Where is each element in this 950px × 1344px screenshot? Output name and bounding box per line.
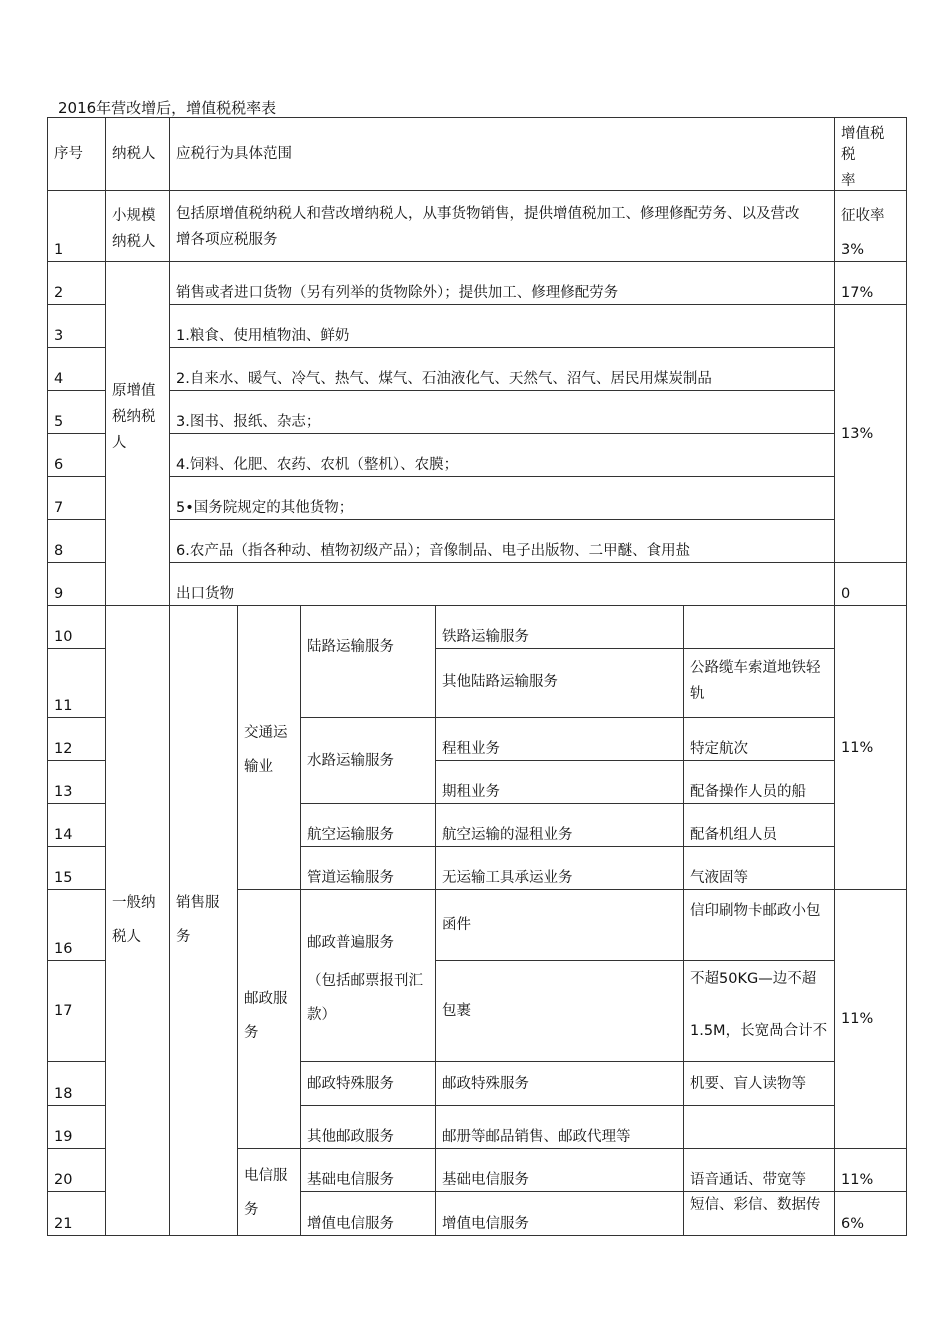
postal-category xyxy=(237,889,301,1149)
cell-text: 配备机组人员 xyxy=(690,827,777,843)
seq-cell-2 xyxy=(47,261,106,305)
page-title: 2016年营改增后，增值税税率表 xyxy=(58,99,277,117)
telecom-basic-note xyxy=(683,1148,835,1192)
payer-original xyxy=(105,261,170,606)
letter-note xyxy=(683,889,835,961)
seq-label: 1 xyxy=(54,242,64,258)
other-land-note xyxy=(683,648,835,718)
header-seq xyxy=(47,117,106,191)
cell-text: 函件 xyxy=(442,917,471,933)
seq-cell-1 xyxy=(47,190,106,262)
cell-text: （包括邮票报刊汇款） xyxy=(307,973,423,1023)
cell-text: 气液固等 xyxy=(690,870,748,886)
cell-text: 配备操作人员的船 xyxy=(690,784,806,800)
cell-text: 程租业务 xyxy=(442,741,500,757)
seq-label: 12 xyxy=(54,741,73,757)
seq-cell-10 xyxy=(47,605,106,649)
postal-other-note xyxy=(683,1105,835,1149)
seq-cell-20 xyxy=(47,1148,106,1192)
pipe-transport xyxy=(300,846,436,890)
seq-cell-7 xyxy=(47,476,106,520)
goods-row-3 xyxy=(169,304,835,348)
seq-cell-11 xyxy=(47,648,106,718)
cell-text: 增值电信服务 xyxy=(442,1216,529,1232)
seq-cell-13 xyxy=(47,760,106,804)
goods-row-6 xyxy=(169,433,835,477)
time-charter xyxy=(435,760,684,804)
transport-label: 交通运输业 xyxy=(244,725,288,775)
rate-transport xyxy=(834,605,907,890)
seq-cell-17 xyxy=(47,960,106,1062)
small-rate-value: 3% xyxy=(841,242,865,258)
cell-text: 邮册等邮品销售、邮政代理等 xyxy=(442,1129,631,1145)
seq-label: 3 xyxy=(54,328,64,344)
cell-text: 邮政特殊服务 xyxy=(442,1075,529,1092)
water-transport xyxy=(300,717,436,804)
seq-cell-5 xyxy=(47,390,106,434)
time-charter-note xyxy=(683,760,835,804)
seq-label: 6 xyxy=(54,457,64,473)
cell-text: 机要、盲人读物等 xyxy=(690,1075,806,1092)
seq-cell-8 xyxy=(47,519,106,563)
seq-label: 17 xyxy=(54,1003,73,1019)
goods-row-7 xyxy=(169,476,835,520)
pipe-note xyxy=(683,846,835,890)
goods-row-9 xyxy=(169,562,835,606)
seq-cell-6 xyxy=(47,433,106,477)
header-rate-label-1: 增值税税 xyxy=(841,126,885,163)
payer-general-label: 一般纳税人 xyxy=(112,895,156,945)
cell-text: 其他陆路运输服务 xyxy=(442,674,558,690)
small-rate xyxy=(834,190,907,262)
seq-label: 9 xyxy=(54,586,64,602)
postal-other-sub xyxy=(435,1105,684,1149)
no-tool-transport xyxy=(435,846,684,890)
goods-row-2 xyxy=(169,261,835,305)
rail-note xyxy=(683,605,835,649)
seq-label: 18 xyxy=(54,1086,73,1102)
rate-13 xyxy=(834,304,907,563)
header-seq-label: 序号 xyxy=(54,146,83,162)
parcel-note xyxy=(683,960,835,1062)
cell-text: 陆路运输服务 xyxy=(307,639,394,655)
seq-label: 16 xyxy=(54,941,73,957)
wet-lease-note xyxy=(683,803,835,847)
cell-text: 管道运输服务 xyxy=(307,870,394,886)
rate-value: 17% xyxy=(841,285,874,301)
seq-label: 11 xyxy=(54,698,73,714)
air-transport xyxy=(300,803,436,847)
postal-special-note xyxy=(683,1061,835,1106)
postal-label: 邮政服务 xyxy=(244,991,288,1041)
goods-text: 6.农产品（指各种动、植物初级产品）；音像制品、电子出版物、二甲醚、食用盐 xyxy=(176,543,691,559)
header-scope xyxy=(169,117,835,191)
seq-cell-16 xyxy=(47,889,106,961)
rate-value: 0 xyxy=(841,586,851,602)
rate-postal xyxy=(834,889,907,1149)
cell-text: 语音通话、带宽等 xyxy=(690,1172,806,1188)
small-scope xyxy=(169,190,835,262)
cell-text: 特定航次 xyxy=(690,741,748,757)
seq-cell-12 xyxy=(47,717,106,761)
cell-text: 包裹 xyxy=(442,1003,471,1019)
service-category-label: 销售服务 xyxy=(176,895,220,945)
cell-text: 邮政普遍服务 xyxy=(307,935,394,951)
telecom-basic xyxy=(300,1148,436,1192)
cell-text: 无运输工具承运业务 xyxy=(442,870,573,886)
postal-special xyxy=(300,1061,436,1106)
cell-text: 邮政特殊服务 xyxy=(307,1075,394,1092)
seq-cell-9 xyxy=(47,562,106,606)
seq-cell-18 xyxy=(47,1061,106,1106)
rate-telecom-basic xyxy=(834,1148,907,1192)
cell-text: 1.5M，长宽咼合计不 xyxy=(690,1023,828,1039)
seq-cell-3 xyxy=(47,304,106,348)
cell-text: 基础电信服务 xyxy=(307,1172,394,1188)
cell-text: 不超50KG—边不超 xyxy=(690,971,817,987)
goods-text: 2.自来水、暖气、冷气、热气、煤气、石油液化气、天然气、沼气、居民用煤炭制品 xyxy=(176,371,712,387)
cell-text: 其他邮政服务 xyxy=(307,1129,394,1145)
charter xyxy=(435,717,684,761)
rate-0 xyxy=(834,562,907,606)
small-rate-label: 征收率 xyxy=(841,208,885,224)
rate-value: 11% xyxy=(841,739,874,756)
rate-value: 11% xyxy=(841,1011,874,1027)
cell-text: 短信、彩信、数据传 xyxy=(690,1197,821,1213)
rate-value: 11% xyxy=(841,1172,874,1188)
rate-value: 6% xyxy=(841,1216,865,1232)
telecom-basic-sub xyxy=(435,1148,684,1192)
telecom-category xyxy=(237,1148,301,1236)
payer-general xyxy=(105,605,170,1236)
goods-text: 3.图书、报纸、杂志； xyxy=(176,414,321,430)
land-transport xyxy=(300,605,436,718)
letter xyxy=(435,889,684,961)
cell-text: 航空运输的湿租业务 xyxy=(442,827,573,843)
seq-cell-21 xyxy=(47,1191,106,1236)
goods-text: 1.粮食、使用植物油、鲜奶 xyxy=(176,328,350,344)
seq-label: 13 xyxy=(54,784,73,800)
cell-text: 铁路运输服务 xyxy=(442,629,529,645)
transport-category xyxy=(237,605,301,890)
seq-label: 21 xyxy=(54,1216,73,1232)
cell-text: 公路缆车索道地铁轻轨 xyxy=(690,660,821,702)
postal-other xyxy=(300,1105,436,1149)
rate-value: 13% xyxy=(841,425,874,442)
seq-label: 4 xyxy=(54,371,64,387)
seq-cell-19 xyxy=(47,1105,106,1149)
goods-text: 4.饲料、化肥、农药、农机（整机）、农膜； xyxy=(176,457,459,473)
postal-special-sub xyxy=(435,1061,684,1106)
rail-transport xyxy=(435,605,684,649)
tax-rate-table xyxy=(47,117,907,1236)
goods-text: 销售或者进口货物（另有列举的货物除外）；提供加工、修理修配劳务 xyxy=(176,285,619,301)
seq-label: 14 xyxy=(54,827,73,843)
wet-lease xyxy=(435,803,684,847)
telecom-va xyxy=(300,1191,436,1236)
seq-cell-4 xyxy=(47,347,106,391)
cell-text: 增值电信服务 xyxy=(307,1216,394,1232)
cell-text: 航空运输服务 xyxy=(307,827,394,843)
goods-row-8 xyxy=(169,519,835,563)
goods-row-5 xyxy=(169,390,835,434)
service-category xyxy=(169,605,238,1236)
header-scope-label: 应税行为具体范围 xyxy=(176,146,292,162)
telecom-label: 电信服务 xyxy=(244,1168,288,1218)
seq-label: 7 xyxy=(54,500,64,516)
seq-label: 15 xyxy=(54,870,73,886)
cell-text: 信印刷物卡邮政小包 xyxy=(690,903,821,919)
parcel xyxy=(435,960,684,1062)
header-payer-label: 纳税人 xyxy=(112,146,156,162)
telecom-va-note xyxy=(683,1191,835,1236)
seq-label: 5 xyxy=(54,414,64,430)
payer-small xyxy=(105,190,170,262)
seq-label: 10 xyxy=(54,629,73,645)
rate-17 xyxy=(834,261,907,305)
goods-row-4 xyxy=(169,347,835,391)
header-rate-label-2: 率 xyxy=(841,173,856,189)
cell-text: 基础电信服务 xyxy=(442,1172,529,1188)
payer-small-label: 小规模纳税人 xyxy=(112,208,156,250)
cell-text: 水路运输服务 xyxy=(307,753,394,769)
payer-original-label: 原增值税纳税人 xyxy=(112,383,156,451)
rate-telecom-va xyxy=(834,1191,907,1236)
seq-label: 20 xyxy=(54,1172,73,1188)
seq-label: 8 xyxy=(54,543,64,559)
charter-note xyxy=(683,717,835,761)
seq-label: 2 xyxy=(54,285,64,301)
header-rate xyxy=(834,117,907,191)
telecom-va-sub xyxy=(435,1191,684,1236)
seq-label: 19 xyxy=(54,1129,73,1145)
seq-cell-15 xyxy=(47,846,106,890)
goods-text: 出口货物 xyxy=(176,586,234,602)
goods-text: 5•国务院规定的其他货物； xyxy=(176,500,354,516)
other-land xyxy=(435,648,684,718)
seq-cell-14 xyxy=(47,803,106,847)
postal-universal xyxy=(300,889,436,1062)
cell-text: 期租业务 xyxy=(442,784,500,800)
small-scope-text: 包括原增值税纳税人和营改增纳税人，从事货物销售，提供增值税加工、修理修配劳务、以及营改增各项应税服务 xyxy=(176,206,800,248)
header-payer xyxy=(105,117,170,191)
